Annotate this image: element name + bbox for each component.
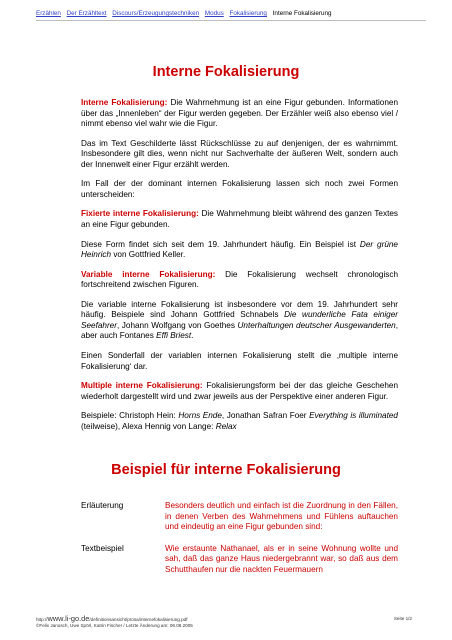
breadcrumb-current: Interne Fokalisierung [272,10,332,17]
text-segment: (teilweise), Alexa Hennig von Lange: [81,421,216,431]
paragraph-variable [81,270,398,291]
text-segment: Die variable interne Fokalisierung ist insbesondere vor dem 19. Jahrhundert sehr häufig. Beispiele sind Johann Gottfried Schnabels [81,299,398,320]
main-content [81,98,398,441]
footer-url [36,616,426,623]
variable-text: Die Fokalisierung wechselt chronologisch fortschreitend zwischen Figuren. [81,269,398,290]
term-variable: Variable interne Fokalisierung: [81,269,216,279]
term-fixierte: Fixierte interne Fokalisierung: [81,209,199,219]
breadcrumb [36,10,426,21]
work-title: Horns Ende [178,411,222,421]
work-title: Relax [215,421,237,431]
multiple-text: Fokalisierungsform bei der das gleiche Geschehen wiederholt dargestellt wird und zwar jeweils aus der Perspektive einer anderen Figur. [81,381,399,401]
work-title: Unterhaltungen deutscher Ausgewanderten [237,320,396,330]
row-value: Wie erstaunte Nathanael, als er in seine Wohnung wollte und sah, daß das ganze Haus niedergebrannt war, so daß aus dem Schutthaufen nur die nackten Feuermauern [165,543,398,574]
paragraph-fixierte-beispiel [81,240,398,261]
work-title: Der grüne Heinrich [81,239,398,260]
term-interne-fokalisierung: Interne Fokalisierung: [81,98,168,107]
row-value: Besonders deutlich und einfach ist die Zuordnung in den Fällen, in denen Verben des Wahrnehmens und Fühlens auftauchen und eindeutig an eine Figur gebunden sind: [165,501,398,532]
term-multiple: Multiple interne Fokalisierung: [81,381,203,390]
text-segment: , aber auch Fontanes [81,320,398,341]
paragraph-multiple-beispiele [81,411,398,432]
text-segment: Diese Form findet sich seit dem 19. Jahrhundert häufig. Ein Beispiel ist [81,239,360,249]
work-title: Effi Briest [156,331,192,341]
breadcrumb-link-fokalisierung[interactable]: Fokalisierung [229,10,267,17]
page-footer [36,616,426,628]
url-path: /definitionsansicht/prosa/internefokalisierung.pdf [89,617,188,622]
table-row [81,501,398,533]
paragraph-multiple [81,381,398,402]
breadcrumb-link-erzaehltext[interactable]: Der Erzähltext [66,10,107,17]
text-segment: von Gottfried Keller. [111,250,186,260]
text-segment: . [191,331,194,341]
text-segment: Beispiele: Christoph Hein: [81,411,179,421]
footer-credits: ©Felix Janosch, Uwe Spörl, Katrin Fischer / Letzte Änderung am: 06.08.2005 [36,622,193,628]
work-title: Everything is illuminated [309,411,398,421]
work-title: Die wunderliche Fata einiger Seefahrer [81,310,398,330]
paragraph-definition [81,98,398,130]
breadcrumb-link-erzaehlen[interactable]: Erzählen [36,10,61,17]
page-number: Seite 1/2 [393,616,412,621]
definition-text: Die Wahrnehmung ist an eine Figur gebunden. Informationen über das „Innenleben“ der Figur werden gegeben. Der Erzähler weiß also ebenso viel / nimmt ebenso viel wahr wie die Figur. [81,98,399,129]
paragraph-sonderfall: Einen Sonderfall der variablen internen Fokalisierung stellt die ‚multiple interne Fokalisierung‘ dar. [81,350,398,371]
example-table [81,501,398,587]
text-segment: , Johann Wolfgang von Goethes [116,320,238,330]
page-title: Interne Fokalisierung [152,64,300,80]
table-row [81,544,398,576]
row-label: Textbeispiel [81,543,124,553]
section-title-beispiel: Beispiel für interne Fokalisierung [111,462,341,478]
paragraph-variable-beispiele [81,300,398,342]
breadcrumb-link-modus[interactable]: Modus [204,10,224,17]
fixierte-text: Die Wahrnehmung bleibt während des ganzen Textes an eine Figur gebunden. [81,209,398,230]
paragraph-fixierte [81,209,398,230]
text-segment: , Jonathan Safran Foer [221,411,310,421]
url-prefix: http:// [36,617,48,622]
breadcrumb-link-discours[interactable]: Discours/Erzeugungstechniken [112,10,200,17]
row-label: Erläuterung [81,501,124,510]
paragraph-zwei-formen: Im Fall der der dominant internen Fokalisierung lassen sich noch zwei Formen unterscheiden: [81,179,398,199]
paragraph-rueckschluesse: Das im Text Geschilderte lässt Rückschlüsse zu auf denjenigen, der es wahrnimmt. Insbesondere gilt dies, wenn nicht nur Sachverhalte der äußeren Welt, sondern auch der Innenwelt einer Figur erzählt werden. [81,138,398,169]
url-domain: www.li-go.de [47,614,90,623]
